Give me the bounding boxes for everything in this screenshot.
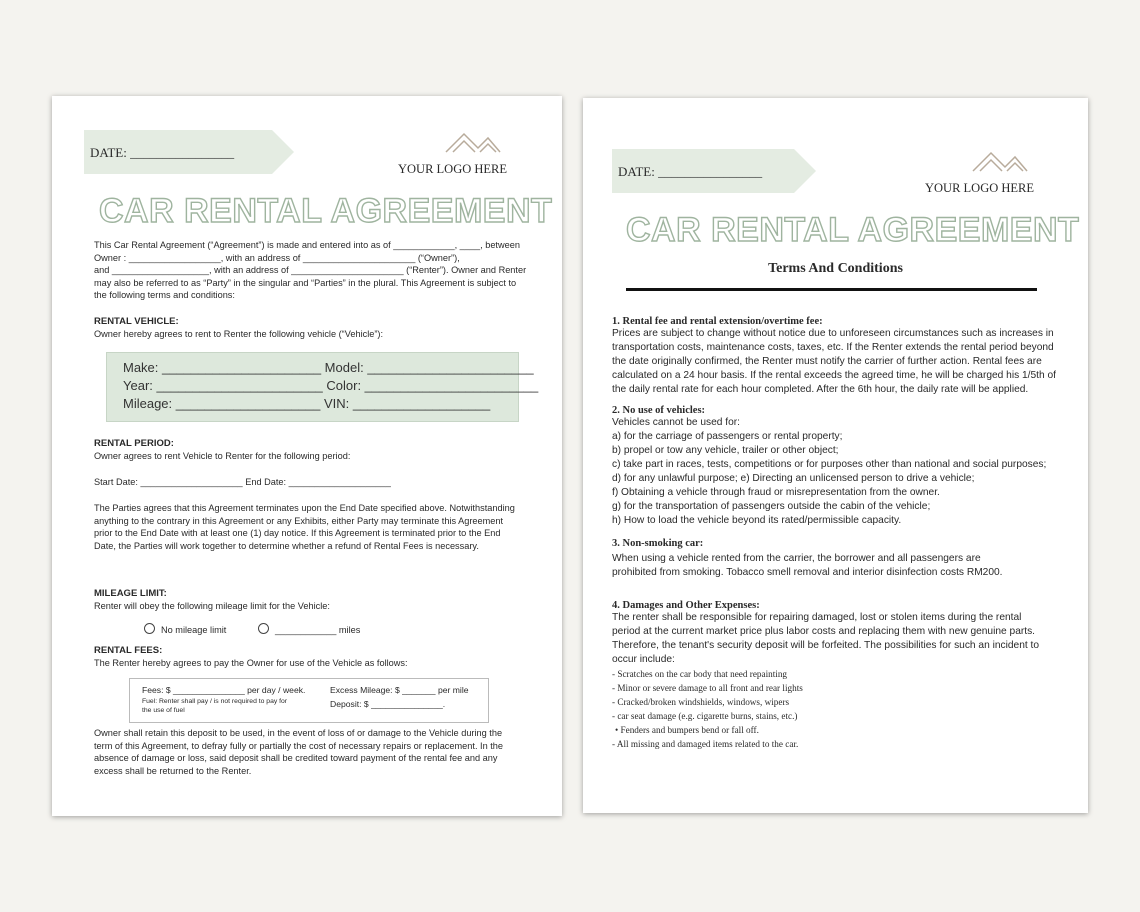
termination-paragraph	[94, 502, 534, 552]
vehicle-year-color-field[interactable]: Year: _______________________ Color: ________________________	[123, 378, 539, 393]
terms-subtitle: Terms And Conditions	[768, 261, 903, 276]
rental-fees-text: The Renter hereby agrees to pay the Owner for use of the Vehicle as follows:	[94, 658, 408, 668]
intro-paragraph	[94, 239, 534, 302]
page-title: CAR RENTAL AGREEMENT	[626, 211, 1080, 249]
section-line: c) take part in races, tests, competitions or for purposes other than national and social purposes;	[612, 459, 1047, 470]
paragraph-line: Date, the Parties will work together to determine whether a refund of Rental Fees is necessary.	[94, 540, 479, 551]
deposit-field[interactable]: Deposit: $ _______________.	[330, 699, 446, 709]
paragraph-line: excess shall be returned to the Renter.	[94, 765, 252, 776]
section-line: occur include:	[612, 654, 675, 665]
section-heading: 4. Damages and Other Expenses:	[612, 600, 760, 611]
mountain-logo-icon	[444, 128, 502, 154]
paragraph-line: term of this Agreement, to defray fully or partially the cost of necessary repairs or replacement. In the	[94, 740, 504, 751]
paragraph-line: The Parties agrees that this Agreement terminates upon the End Date specified above. Notwithstanding	[94, 503, 515, 513]
section-line: prohibited from smoking. Tobacco smell removal and interior disinfection costs RM200.	[612, 567, 1003, 578]
section-line: Prices are subject to change without notice due to unforeseen circumstances such as increases in	[612, 328, 1054, 339]
fees-field[interactable]: Fees: $ _______________ per day / week.	[142, 685, 306, 695]
rental-vehicle-text: Owner hereby agrees to rent to Renter the following vehicle (“Vehicle”):	[94, 329, 384, 339]
section-line: h) How to load the vehicle beyond its rated/permissible capacity.	[612, 515, 902, 526]
agreement-page-1	[52, 96, 562, 816]
damage-list-item: - Cracked/broken windshields, windows, wipers	[612, 697, 790, 707]
section-line: Therefore, the tenant's security deposit will be forfeited. The possibilities for such an incident to	[612, 640, 1040, 651]
paragraph-line: anything to the contrary in this Agreement or any Exhibits, either Party may terminate this Agreement	[94, 515, 504, 526]
radio-button-icon[interactable]	[144, 623, 155, 634]
deposit-paragraph	[94, 727, 534, 777]
section-non-smoking	[612, 538, 1077, 580]
rental-vehicle-heading: RENTAL VEHICLE:	[94, 316, 179, 327]
section-line: b) propel or tow any vehicle, trailer or other object;	[612, 445, 839, 456]
date-banner	[612, 149, 794, 193]
mileage-option-label: No mileage limit	[161, 625, 227, 635]
title-divider	[626, 288, 1037, 291]
section-line: the date originally confirmed, the Renter must notify the carrier of further action. Rental fees are	[612, 356, 1042, 367]
mileage-option-label: ____________ miles	[275, 625, 361, 635]
vehicle-details-box	[106, 352, 539, 422]
paragraph-line: prior to the End Date with at least one (1) day notice. If this Agreement is terminated prior to the End	[94, 528, 501, 539]
damage-list-item: - Scratches on the car body that need repainting	[612, 669, 788, 679]
date-banner	[84, 130, 272, 174]
section-heading: 1. Rental fee and rental extension/overtime fee:	[612, 316, 823, 327]
section-damages	[612, 600, 1077, 751]
damage-list-item: • Fenders and bumpers bend or fall off.	[615, 725, 759, 735]
section-line: a) for the carriage of passengers or rental property;	[612, 431, 843, 442]
page-title: CAR RENTAL AGREEMENT	[99, 192, 553, 230]
section-line: calculated on a 24 hour basis. If the rental exceeds the agreed time, he will be charged his 1/5th of	[612, 370, 1056, 381]
section-line: d) for any unlawful purpose; e) Directing an unlicensed person to drive a vehicle;	[612, 473, 975, 484]
section-line: Vehicles cannot be used for:	[612, 417, 740, 428]
mileage-option-limited[interactable]	[258, 623, 360, 637]
intro-line: Owner : __________________, with an address of ______________________ (“Owner”),	[94, 252, 460, 263]
section-line: f) Obtaining a vehicle through fraud or misrepresentation from the owner.	[612, 487, 940, 498]
section-line: transportation costs, maintenance costs, taxes, etc. If the Renter extends the rental period beyond	[612, 342, 1054, 353]
section-line: When using a vehicle rented from the carrier, the borrower and all passengers are	[612, 553, 981, 564]
fuel-line: Fuel: Renter shall pay / is not required to pay for	[142, 698, 288, 705]
intro-line: the following terms and conditions:	[94, 290, 235, 301]
paragraph-line: absence of damage or loss, said deposit shall be credited toward payment of the rental fee and any	[94, 753, 498, 764]
date-field[interactable]: DATE: ________________	[618, 164, 763, 179]
section-line: period at the current market price plus labor costs and replacing them with new genuine parts.	[612, 626, 1036, 637]
intro-line: may also be referred to as “Party” in the singular and “Parties” in the plural. This Agreement is subject to	[94, 277, 517, 288]
rental-period-text: Owner agrees to rent Vehicle to Renter for the following period:	[94, 451, 351, 461]
agreement-page-2	[583, 98, 1088, 813]
paragraph-line: Owner shall retain this deposit to be used, in the event of loss of or damage to the Vehicle during the	[94, 728, 503, 738]
rental-fees-heading: RENTAL FEES:	[94, 645, 163, 656]
damage-list-item: - car seat damage (e.g. cigarette burns, stains, etc.)	[612, 711, 798, 721]
section-line: the daily rental rate for each hour completed. After the 6th hour, the daily rate will be applied.	[612, 384, 1029, 395]
excess-mileage-field[interactable]: Excess Mileage: $ _______ per mile	[330, 685, 469, 695]
section-heading: 3. Non-smoking car:	[612, 538, 704, 549]
fees-box	[129, 678, 489, 723]
rental-period-heading: RENTAL PERIOD:	[94, 438, 174, 449]
section-line: g) for the transportation of passengers outside the cabin of the vehicle;	[612, 501, 931, 512]
vehicle-mileage-vin-field[interactable]: Mileage: ____________________ VIN: ___________________	[123, 396, 491, 411]
logo-text: YOUR LOGO HERE	[925, 181, 1035, 195]
section-heading: 2. No use of vehicles:	[612, 405, 706, 416]
section-rental-fee	[612, 316, 1077, 397]
fuel-line: the use of fuel	[142, 707, 185, 714]
mountain-logo-icon	[971, 147, 1029, 173]
intro-line: and ___________________, with an address of ______________________ (“Renter”). Owner and Renter	[94, 265, 527, 276]
damage-list-item: - Minor or severe damage to all front and rear lights	[612, 683, 803, 693]
mileage-limit-heading: MILEAGE LIMIT:	[94, 588, 167, 599]
vehicle-make-model-field[interactable]: Make: ______________________ Model: _______________________	[123, 360, 534, 375]
start-end-date-field[interactable]: Start Date: ____________________ End Date: ____________________	[94, 477, 391, 487]
intro-line: This Car Rental Agreement (“Agreement”) is made and entered into as of ____________, ____, between	[94, 240, 520, 250]
mileage-limit-text: Renter will obey the following mileage limit for the Vehicle:	[94, 601, 330, 611]
section-no-use	[612, 405, 1077, 528]
radio-button-icon[interactable]	[258, 623, 269, 634]
damage-list-item: - All missing and damaged items related to the car.	[612, 739, 799, 749]
section-line: The renter shall be responsible for repairing damaged, lost or stolen items during the rental	[612, 612, 1022, 623]
date-field[interactable]: DATE: ________________	[90, 145, 235, 160]
mileage-option-unlimited[interactable]	[144, 623, 226, 637]
logo-text: YOUR LOGO HERE	[398, 162, 508, 176]
